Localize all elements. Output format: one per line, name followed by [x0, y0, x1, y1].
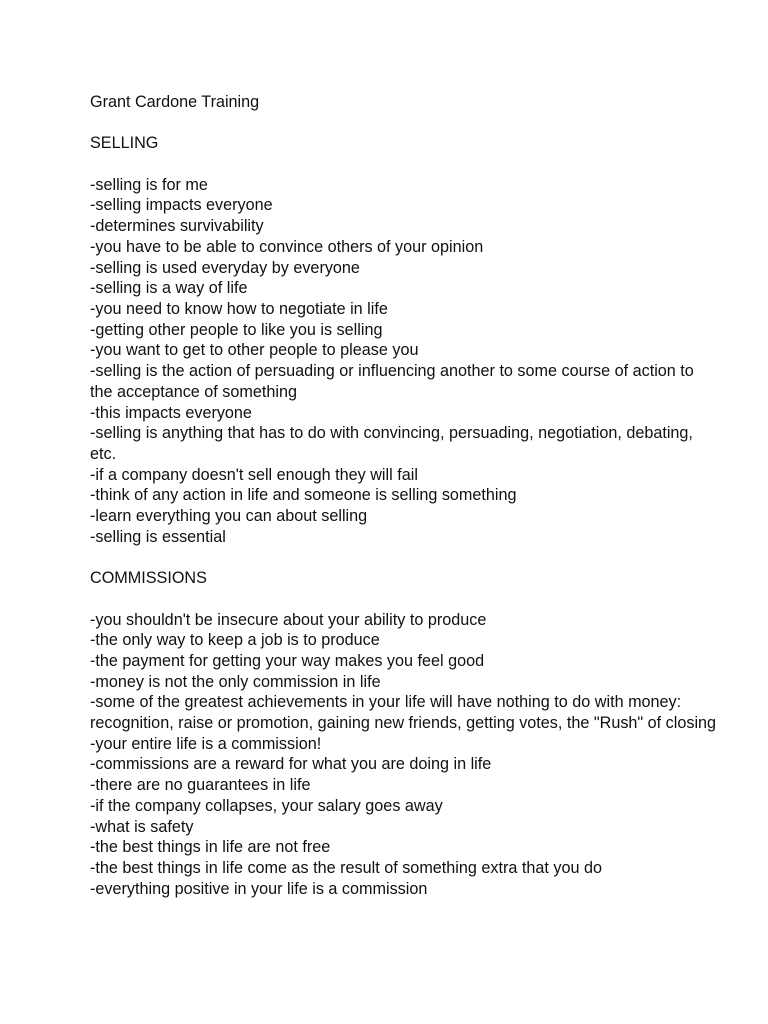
selling-list	[90, 175, 720, 548]
list-item: -the best things in life are not free	[90, 838, 331, 857]
commissions-list	[90, 610, 720, 900]
spacer	[90, 113, 720, 134]
list-item: -the payment for getting your way makes you feel good	[90, 651, 485, 670]
list-item: -selling is for me	[90, 175, 208, 194]
list-item: -selling is essential	[90, 527, 226, 546]
document-page	[90, 92, 720, 899]
section-selling	[90, 133, 720, 547]
list-item: -money is not the only commission in life	[90, 672, 381, 691]
list-item: -selling is the action of persuading or influencing another to some course of action to the acceptance of something	[90, 362, 694, 401]
list-item: -the best things in life come as the result of something extra that you do	[90, 858, 602, 877]
list-item: -you need to know how to negotiate in life	[90, 300, 388, 318]
list-item: -selling is used everyday by everyone	[90, 258, 360, 277]
section-heading: SELLING	[90, 134, 159, 153]
section-heading: COMMISSIONS	[90, 569, 207, 588]
list-item: -determines survivability	[90, 217, 264, 236]
document-title: Grant Cardone Training	[90, 93, 260, 111]
section-commissions	[90, 568, 720, 899]
list-item: -selling is a way of life	[90, 279, 248, 298]
list-item: -getting other people to like you is selling	[90, 320, 383, 339]
spacer	[90, 547, 720, 568]
list-item: -this impacts everyone	[90, 403, 252, 422]
list-item: -if the company collapses, your salary goes away	[90, 796, 443, 815]
list-item: -you have to be able to convince others of your opinion	[90, 237, 484, 256]
list-item: -commissions are a reward for what you are doing in life	[90, 755, 492, 774]
list-item: -you want to get to other people to please you	[90, 341, 419, 360]
list-item: -think of any action in life and someone is selling something	[90, 486, 517, 505]
spacer	[90, 589, 720, 610]
list-item: -everything positive in your life is a commission	[90, 879, 428, 898]
list-item: -you shouldn't be insecure about your ability to produce	[90, 610, 487, 629]
list-item: -learn everything you can about selling	[90, 507, 368, 526]
list-item: -if a company doesn't sell enough they will fail	[90, 465, 418, 484]
list-item: -some of the greatest achievements in your life will have nothing to do with money: recognition, raise or promotion, gaining new friends, getting votes, the "Rush" of closing	[90, 693, 717, 733]
list-item: -what is safety	[90, 817, 194, 836]
list-item: -your entire life is a commission!	[90, 734, 322, 753]
list-item: -selling is anything that has to do with convincing, persuading, negotiation, debating, etc.	[90, 424, 693, 463]
list-item: -there are no guarantees in life	[90, 776, 311, 795]
spacer	[90, 154, 720, 175]
list-item: -the only way to keep a job is to produce	[90, 631, 380, 650]
list-item: -selling impacts everyone	[90, 196, 273, 215]
